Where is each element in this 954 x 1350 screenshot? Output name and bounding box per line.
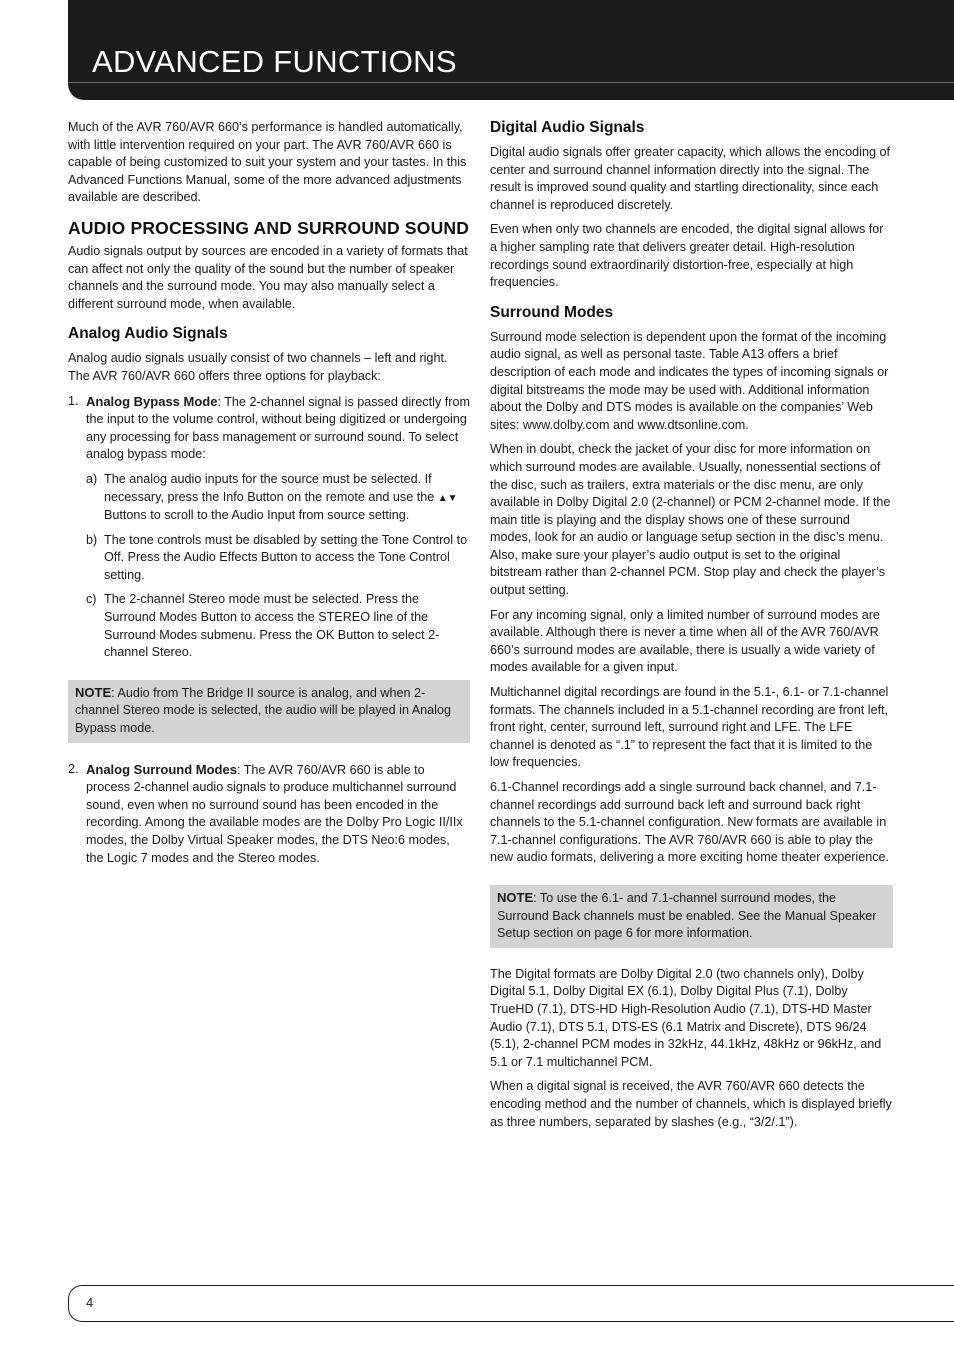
- sub-item-text-continued: Buttons to scroll to the Audio Input from source setting.: [104, 508, 410, 523]
- sub-item-text: The tone controls must be disabled by setting the Tone Control to Off. Press the Audio Effects Button to access the Tone Control setting.: [104, 532, 468, 582]
- page-number: 4: [86, 1295, 94, 1310]
- note-text: : To use the 6.1- and 7.1-channel surround modes, the Surround Back channels must be enabled. See the Manual Speaker Setup section on page 6 for more information.: [497, 890, 877, 941]
- sub-item-a: [68, 471, 470, 525]
- digital-paragraph-1: Digital audio signals offer greater capacity, which allows the encoding of center and surround channel information directly into the signal. The result is improved sound quality and startling directionality, since each channel is reproduced discretely.: [490, 145, 890, 212]
- analog-audio-paragraph: Analog audio signals usually consist of two channels – left and right. The AVR 760/AVR 660 offers three options for playback:: [68, 351, 448, 383]
- note-box-surround-back: [490, 885, 893, 948]
- heading-digital-audio-signals: Digital Audio Signals: [490, 119, 645, 136]
- sub-item-c: [68, 591, 470, 661]
- list-number: 2.: [68, 761, 79, 776]
- sub-item-text: The analog audio inputs for the source must be selected. If necessary, press the Info Button on the remote and use the: [104, 471, 438, 504]
- up-down-arrows-icon: ▲▼: [437, 492, 458, 504]
- list-item-analog-bypass: [68, 393, 470, 464]
- list-item-analog-surround: [68, 761, 470, 868]
- left-column: [68, 119, 470, 874]
- list-text: : The AVR 760/AVR 660 is able to process 2-channel audio signals to produce multichannel surround sound, even when no surround sound has been encoded in the recording. Among the available modes are the Dolby Pro Logic II/IIx modes, the Dolby Virtual Speaker modes, the DTS Neo:6 modes, the Logic 7 modes and the Stereo modes.: [86, 762, 463, 865]
- surround-paragraph-3: For any incoming signal, only a limited number of surround modes are available. Although there is never a time when all of the AVR 760/AVR 660’s surround modes are available, there is usually a wide variety of modes available for a given input.: [490, 607, 880, 675]
- note-label: NOTE: [497, 889, 534, 905]
- sub-item-letter: a): [86, 471, 98, 486]
- surround-paragraph-5: 6.1-Channel recordings add a single surround back channel, and 7.1-channel recordings add surround back left and surround back right channels to the 5.1-channel configuration. New formats are available in 7.1-channel configurations. The AVR 760/AVR 660 is able to play the new audio formats, delivering a more exciting home theater experience.: [490, 780, 890, 865]
- sub-item-text: The 2-channel Stereo mode must be selected. Press the Surround Modes Button to access the STEREO line of the Surround Modes submenu. Press the OK Button to select 2-channel Stereo.: [104, 592, 440, 660]
- signal-detection-paragraph: When a digital signal is received, the AVR 760/AVR 660 detects the encoding method and the number of channels, which is displayed briefly as three numbers, separated by slashes (e.g., “3/2/.1”).: [490, 1079, 892, 1129]
- note-text: : Audio from The Bridge II source is analog, and when 2-channel Stereo mode is selected, the audio will be played in Analog Bypass mode.: [75, 685, 451, 736]
- note-label: NOTE: [75, 684, 112, 700]
- surround-paragraph-4: Multichannel digital recordings are found in the 5.1-, 6.1- or 7.1-channel formats. The channels included in a 5.1-channel recording are front left, front right, center, surround left, surround right and LFE. The LFE channel is denoted as “.1” to represent the fact that it is limited to the low frequencies.: [490, 685, 889, 770]
- audio-processing-paragraph: Audio signals output by sources are encoded in a variety of formats that can affect not only the quality of the sound but the number of speaker channels and the surround mode. You may also manually select a different surround mode, when available.: [68, 243, 468, 311]
- surround-paragraph-2: When in doubt, check the jacket of your disc for more information on which surround modes are available. Usually, nonessential sections of the disc, such as trailers, extra materials or the disc menu, are only available in Dolby Digital 2.0 (2-channel) or PCM 2-channel mode. If the main title is playing and the display shows one of these surround modes, look for an audio or language setup section in the disc’s menu. Also, make sure your player’s audio output is set to the original bitstream rather than 2-channel PCM. Stop play and check the player’s output setting.: [490, 442, 891, 598]
- digital-formats-paragraph: The Digital formats are Dolby Digital 2.0 (two channels only), Dolby Digital 5.1, Dolby Digital EX (6.1), Dolby Digital Plus (7.1), Dolby TrueHD (7.1), DTS-HD High-Resolution Audio (7.1), DTS-HD Master Audio (7.1), DTS 5.1, DTS-ES (6.1 Matrix and Discrete), DTS 96/24 (5.1), 2-channel PCM modes in 32kHz, 44.1kHz, 48kHz or 96kHz, and 5.1 or 7.1 multichannel PCM.: [490, 966, 882, 1069]
- right-column: [490, 119, 893, 1138]
- digital-paragraph-2: Even when only two channels are encoded, the digital signal allows for a higher sampling rate that delivers greater detail. High-resolution recordings sound extraordinarily distortion-free, especially at high frequencies.: [490, 222, 884, 290]
- sub-item-b: [68, 532, 470, 585]
- surround-paragraph-1: Surround mode selection is dependent upon the format of the incoming audio signal, as well as personal taste. Table A13 offers a brief description of each mode and indicates the types of incoming signals or digital bitstreams the mode may be used with. Additional information about the Dolby and DTS modes is available on the companies’ Web sites: www.dolby.com and www.dtsonline.com.: [490, 329, 889, 432]
- note-box-bridge: [68, 680, 470, 743]
- sub-item-letter: c): [86, 592, 97, 607]
- page-footer: [68, 1285, 954, 1322]
- list-lead-term: Analog Surround Modes: [86, 761, 237, 777]
- intro-paragraph: Much of the AVR 760/AVR 660’s performance is handled automatically, with little intervention required on your part. The AVR 760/AVR 660 is capable of being customized to suit your system and your tastes. In this Advanced Functions Manual, some of the more advanced adjustments available are described.: [68, 120, 467, 205]
- sub-item-letter: b): [86, 532, 98, 547]
- page-title: ADVANCED FUNCTIONS: [92, 44, 457, 79]
- header-rule: [68, 82, 954, 83]
- list-lead-term: Analog Bypass Mode: [86, 393, 218, 409]
- page-header: [68, 0, 954, 100]
- section-heading-audio-processing: AUDIO PROCESSING AND SURROUND SOUND: [68, 217, 470, 238]
- heading-surround-modes: Surround Modes: [490, 303, 614, 321]
- list-number: 1.: [68, 393, 79, 408]
- list-text: : The 2-channel signal is passed directly from the input to the volume control, without being digitized or undergoing any processing for bass management or surround sound. To select analog bypass mode:: [86, 394, 470, 462]
- heading-analog-audio-signals: Analog Audio Signals: [68, 325, 228, 343]
